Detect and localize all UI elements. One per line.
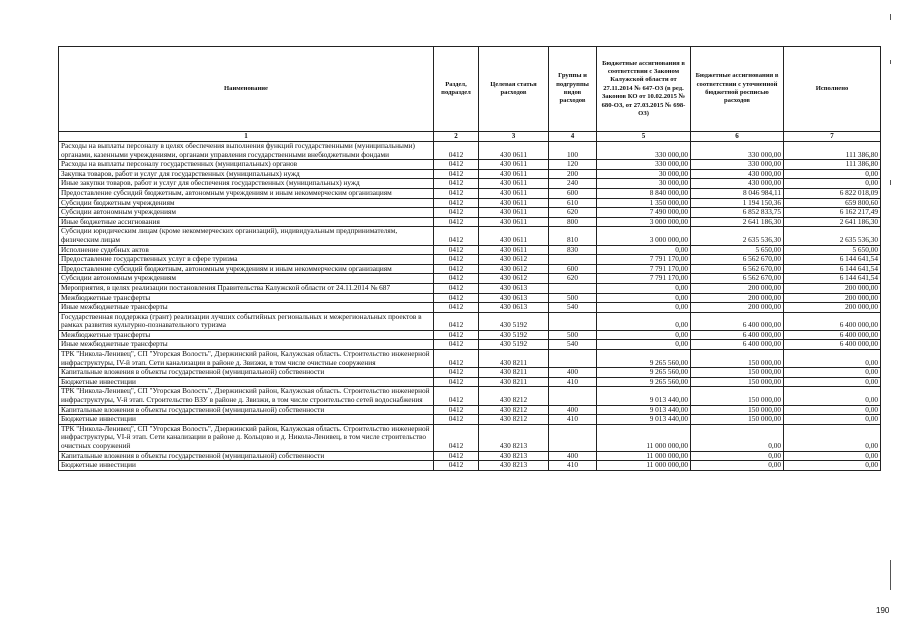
row-executed: 5 650,00 — [784, 245, 881, 255]
row-section: 0412 — [434, 264, 479, 274]
row-name: Межбюджетные трансферты — [59, 293, 434, 303]
row-law-allocation: 0,00 — [597, 330, 691, 340]
row-name: Бюджетные инвестиции — [59, 415, 434, 425]
row-plan-allocation: 330 000,00 — [691, 142, 784, 160]
row-law-allocation: 330 000,00 — [597, 160, 691, 170]
row-group: 100 — [549, 142, 597, 160]
row-plan-allocation: 0,00 — [691, 451, 784, 461]
row-article: 430 8212 — [479, 405, 549, 415]
row-group — [549, 312, 597, 330]
row-group: 540 — [549, 303, 597, 313]
row-section: 0412 — [434, 283, 479, 293]
row-article: 430 0611 — [479, 179, 549, 189]
row-group — [549, 255, 597, 265]
row-executed: 6 400 000,00 — [784, 330, 881, 340]
row-executed: 200 000,00 — [784, 283, 881, 293]
table-header-row — [59, 47, 881, 132]
table-row — [59, 293, 881, 303]
row-name: Субсидии автономным учреждениям — [59, 274, 434, 284]
row-name: Капитальные вложения в объекты государственной (муниципальной) собственности — [59, 405, 434, 415]
row-name: Иные межбюджетные трансферты — [59, 340, 434, 350]
row-group: 800 — [549, 217, 597, 227]
row-group: 410 — [549, 461, 597, 471]
row-article: 430 0611 — [479, 160, 549, 170]
row-name: ТРК "Никола-Ленивец", СП "Угорская Волость", Дзержинский район, Калужская область. Строительство инженерной инфраструктуры, VI-й этап. Сети канализации в районе д. Кольцово и д. Никола-Ленивец, в том числе строительство очистных сооружений — [59, 424, 434, 451]
table-row — [59, 264, 881, 274]
table-row — [59, 283, 881, 293]
row-section: 0412 — [434, 303, 479, 313]
row-article: 430 5192 — [479, 312, 549, 330]
row-plan-allocation: 6 562 670,00 — [691, 255, 784, 265]
row-section: 0412 — [434, 330, 479, 340]
row-law-allocation: 0,00 — [597, 283, 691, 293]
row-name: Субсидии бюджетным учреждениям — [59, 198, 434, 208]
header-executed: Исполнено — [784, 47, 881, 132]
row-group — [549, 387, 597, 405]
table-row — [59, 451, 881, 461]
row-executed: 0,00 — [784, 350, 881, 368]
row-article: 430 8213 — [479, 461, 549, 471]
row-executed: 6 400 000,00 — [784, 312, 881, 330]
row-article: 430 0611 — [479, 142, 549, 160]
row-article: 430 0613 — [479, 293, 549, 303]
row-law-allocation: 9 013 440,00 — [597, 405, 691, 415]
row-group: 600 — [549, 188, 597, 198]
row-plan-allocation: 5 650,00 — [691, 245, 784, 255]
table-row — [59, 303, 881, 313]
row-article: 430 5192 — [479, 330, 549, 340]
row-group: 400 — [549, 451, 597, 461]
table-row — [59, 312, 881, 330]
row-plan-allocation: 1 194 150,36 — [691, 198, 784, 208]
row-name: Закупка товаров, работ и услуг для государственных (муниципальных) нужд — [59, 169, 434, 179]
row-executed: 0,00 — [784, 169, 881, 179]
row-name: Предоставление государственных услуг в сфере туризма — [59, 255, 434, 265]
row-name: Мероприятия, в целях реализации постановления Правительства Калужской области от 24.11.2014 № 687 — [59, 283, 434, 293]
row-executed: 0,00 — [784, 415, 881, 425]
row-group: 810 — [549, 227, 597, 245]
row-plan-allocation: 150 000,00 — [691, 350, 784, 368]
table-row — [59, 217, 881, 227]
row-law-allocation: 0,00 — [597, 303, 691, 313]
row-law-allocation: 7 791 170,00 — [597, 255, 691, 265]
row-law-allocation: 9 265 560,00 — [597, 368, 691, 378]
row-law-allocation: 11 000 000,00 — [597, 424, 691, 451]
row-article: 430 8211 — [479, 350, 549, 368]
row-article: 430 0613 — [479, 283, 549, 293]
row-group — [549, 424, 597, 451]
col-number: 4 — [549, 132, 597, 142]
row-article: 430 0612 — [479, 274, 549, 284]
table-row — [59, 387, 881, 405]
row-plan-allocation: 150 000,00 — [691, 405, 784, 415]
row-article: 430 0611 — [479, 188, 549, 198]
row-group: 620 — [549, 208, 597, 218]
table-row — [59, 227, 881, 245]
document-page — [58, 46, 880, 471]
row-article: 430 0611 — [479, 245, 549, 255]
row-name: Предоставление субсидий бюджетным, автономным учреждениям и иным некоммерческим организациям — [59, 264, 434, 274]
row-law-allocation: 0,00 — [597, 245, 691, 255]
row-group: 120 — [549, 160, 597, 170]
table-row — [59, 274, 881, 284]
table-row — [59, 350, 881, 368]
col-number: 5 — [597, 132, 691, 142]
row-article: 430 0613 — [479, 303, 549, 313]
row-law-allocation: 330 000,00 — [597, 142, 691, 160]
row-article: 430 8211 — [479, 377, 549, 387]
col-number: 6 — [691, 132, 784, 142]
table-row — [59, 340, 881, 350]
row-group: 410 — [549, 377, 597, 387]
row-article: 430 0611 — [479, 217, 549, 227]
scan-edge-mark — [890, 560, 891, 590]
row-group: 610 — [549, 198, 597, 208]
row-section: 0412 — [434, 293, 479, 303]
row-executed: 0,00 — [784, 405, 881, 415]
row-group — [549, 350, 597, 368]
row-plan-allocation: 200 000,00 — [691, 303, 784, 313]
table-row — [59, 198, 881, 208]
row-plan-allocation: 150 000,00 — [691, 368, 784, 378]
row-article: 430 8211 — [479, 368, 549, 378]
row-section: 0412 — [434, 424, 479, 451]
row-executed: 2 635 536,30 — [784, 227, 881, 245]
column-number-row — [59, 132, 881, 142]
table-row — [59, 415, 881, 425]
table-row — [59, 377, 881, 387]
row-law-allocation: 11 000 000,00 — [597, 451, 691, 461]
row-section: 0412 — [434, 160, 479, 170]
row-group: 500 — [549, 330, 597, 340]
row-law-allocation: 8 840 000,00 — [597, 188, 691, 198]
row-executed: 659 800,60 — [784, 198, 881, 208]
row-name: Иные бюджетные ассигнования — [59, 217, 434, 227]
row-group: 620 — [549, 274, 597, 284]
row-group: 400 — [549, 405, 597, 415]
row-article: 430 0612 — [479, 255, 549, 265]
row-executed: 0,00 — [784, 179, 881, 189]
budget-table — [58, 46, 881, 471]
row-name: Предоставление субсидий бюджетным, автономным учреждениям и иным некоммерческим организациям — [59, 188, 434, 198]
header-article: Целевая статья расходов — [479, 47, 549, 132]
row-plan-allocation: 150 000,00 — [691, 377, 784, 387]
row-name: Капитальные вложения в объекты государственной (муниципальной) собственности — [59, 368, 434, 378]
col-number: 7 — [784, 132, 881, 142]
header-law-allocation: Бюджетные ассигнования в соответствии с Законом Калужской области от 27.11.2014 № 647-ОЗ (в ред. Законов КО от 10.02.2015 № 680-ОЗ, от 27.03.2015 № 698-ОЗ) — [597, 47, 691, 132]
table-row — [59, 169, 881, 179]
row-plan-allocation: 2 641 186,30 — [691, 217, 784, 227]
row-group: 830 — [549, 245, 597, 255]
row-section: 0412 — [434, 227, 479, 245]
table-row — [59, 424, 881, 451]
row-executed: 6 822 018,09 — [784, 188, 881, 198]
row-section: 0412 — [434, 377, 479, 387]
row-section: 0412 — [434, 415, 479, 425]
row-article: 430 8212 — [479, 415, 549, 425]
row-executed: 0,00 — [784, 424, 881, 451]
row-law-allocation: 3 000 000,00 — [597, 227, 691, 245]
table-row — [59, 208, 881, 218]
row-name: Исполнение судебных актов — [59, 245, 434, 255]
row-law-allocation: 3 000 000,00 — [597, 217, 691, 227]
row-section: 0412 — [434, 274, 479, 284]
row-article: 430 8213 — [479, 424, 549, 451]
row-law-allocation: 7 490 000,00 — [597, 208, 691, 218]
page-number: 190 — [876, 606, 890, 615]
table-row — [59, 188, 881, 198]
row-plan-allocation: 330 000,00 — [691, 160, 784, 170]
row-section: 0412 — [434, 142, 479, 160]
col-number: 3 — [479, 132, 549, 142]
table-row — [59, 179, 881, 189]
row-group: 200 — [549, 169, 597, 179]
table-row — [59, 160, 881, 170]
row-section: 0412 — [434, 217, 479, 227]
row-section: 0412 — [434, 312, 479, 330]
row-section: 0412 — [434, 245, 479, 255]
row-law-allocation: 7 791 170,00 — [597, 264, 691, 274]
row-law-allocation: 9 265 560,00 — [597, 377, 691, 387]
row-group: 240 — [549, 179, 597, 189]
row-name: Бюджетные инвестиции — [59, 461, 434, 471]
row-group: 540 — [549, 340, 597, 350]
row-name: Государственная поддержка (грант) реализации лучших событийных региональных и межрегиональных проектов в рамках развития культурно-познавательного туризма — [59, 312, 434, 330]
table-row — [59, 142, 881, 160]
row-law-allocation: 0,00 — [597, 312, 691, 330]
row-name: Иные закупки товаров, работ и услуг для обеспечения государственных (муниципальных) нужд — [59, 179, 434, 189]
row-plan-allocation: 6 400 000,00 — [691, 312, 784, 330]
row-article: 430 5192 — [479, 340, 549, 350]
row-executed: 0,00 — [784, 461, 881, 471]
row-section: 0412 — [434, 340, 479, 350]
row-section: 0412 — [434, 255, 479, 265]
header-name: Наименование — [59, 47, 434, 132]
row-section: 0412 — [434, 350, 479, 368]
table-row — [59, 255, 881, 265]
row-executed: 0,00 — [784, 377, 881, 387]
table-row — [59, 245, 881, 255]
row-plan-allocation: 6 400 000,00 — [691, 330, 784, 340]
row-name: Капитальные вложения в объекты государственной (муниципальной) собственности — [59, 451, 434, 461]
row-plan-allocation: 6 852 833,75 — [691, 208, 784, 218]
col-number: 1 — [59, 132, 434, 142]
row-executed: 6 144 641,54 — [784, 274, 881, 284]
row-section: 0412 — [434, 208, 479, 218]
row-plan-allocation: 2 635 536,30 — [691, 227, 784, 245]
row-law-allocation: 11 000 000,00 — [597, 461, 691, 471]
row-section: 0412 — [434, 188, 479, 198]
row-executed: 2 641 186,30 — [784, 217, 881, 227]
header-group: Группы и подгруппы видов расходов — [549, 47, 597, 132]
row-law-allocation: 7 791 170,00 — [597, 274, 691, 284]
row-executed: 6 144 641,54 — [784, 264, 881, 274]
header-plan-allocation: Бюджетные ассигнования в соответствии с уточненной бюджетной росписью расходов — [691, 47, 784, 132]
row-law-allocation: 0,00 — [597, 340, 691, 350]
row-group: 600 — [549, 264, 597, 274]
row-name: Расходы на выплаты персоналу государственных (муниципальных) органов — [59, 160, 434, 170]
row-section: 0412 — [434, 461, 479, 471]
row-name: Межбюджетные трансферты — [59, 330, 434, 340]
row-group: 500 — [549, 293, 597, 303]
table-row — [59, 461, 881, 471]
row-article: 430 8213 — [479, 451, 549, 461]
row-plan-allocation: 430 000,00 — [691, 169, 784, 179]
row-article: 430 0611 — [479, 169, 549, 179]
row-plan-allocation: 6 562 670,00 — [691, 274, 784, 284]
row-group: 400 — [549, 368, 597, 378]
row-article: 430 0611 — [479, 227, 549, 245]
table-row — [59, 330, 881, 340]
row-executed: 6 400 000,00 — [784, 340, 881, 350]
row-plan-allocation: 0,00 — [691, 461, 784, 471]
table-row — [59, 368, 881, 378]
row-article: 430 0612 — [479, 264, 549, 274]
row-executed: 200 000,00 — [784, 303, 881, 313]
row-article: 430 0611 — [479, 198, 549, 208]
row-section: 0412 — [434, 368, 479, 378]
row-plan-allocation: 150 000,00 — [691, 415, 784, 425]
row-name: Субсидии юридическим лицам (кроме некоммерческих организаций), индивидуальным предпринимателям, физическим лицам — [59, 227, 434, 245]
row-plan-allocation: 430 000,00 — [691, 179, 784, 189]
header-section: Раздел, подраздел — [434, 47, 479, 132]
row-section: 0412 — [434, 198, 479, 208]
scan-edge-mark — [890, 60, 891, 64]
row-group: 410 — [549, 415, 597, 425]
row-section: 0412 — [434, 451, 479, 461]
row-executed: 6 144 641,54 — [784, 255, 881, 265]
row-section: 0412 — [434, 169, 479, 179]
row-executed: 111 386,80 — [784, 142, 881, 160]
row-name: ТРК "Никола-Ленивец", СП "Угорская Волость", Дзержинский район, Калужская область. Строительство инженерной инфраструктуры, V-й этап. Строительство ВЗУ в районе д. Звизжи, в том числе строительство сетей водоснабжения — [59, 387, 434, 405]
row-section: 0412 — [434, 179, 479, 189]
row-article: 430 8212 — [479, 387, 549, 405]
row-plan-allocation: 6 400 000,00 — [691, 340, 784, 350]
row-name: Расходы на выплаты персоналу в целях обеспечения выполнения функций государственными (муниципальными) органами, казенными учреждениями, органами управления государственными внебюджетными фондами — [59, 142, 434, 160]
row-law-allocation: 9 013 440,00 — [597, 415, 691, 425]
row-section: 0412 — [434, 405, 479, 415]
col-number: 2 — [434, 132, 479, 142]
row-executed: 200 000,00 — [784, 293, 881, 303]
row-executed: 0,00 — [784, 368, 881, 378]
row-law-allocation: 0,00 — [597, 293, 691, 303]
row-law-allocation: 30 000,00 — [597, 179, 691, 189]
row-executed: 6 162 217,49 — [784, 208, 881, 218]
row-section: 0412 — [434, 387, 479, 405]
scan-edge-mark — [890, 14, 891, 20]
row-plan-allocation: 200 000,00 — [691, 293, 784, 303]
row-plan-allocation: 200 000,00 — [691, 283, 784, 293]
row-executed: 111 386,80 — [784, 160, 881, 170]
row-plan-allocation: 0,00 — [691, 424, 784, 451]
row-group — [549, 283, 597, 293]
row-plan-allocation: 8 046 984,11 — [691, 188, 784, 198]
row-law-allocation: 30 000,00 — [597, 169, 691, 179]
row-law-allocation: 9 013 440,00 — [597, 387, 691, 405]
row-law-allocation: 1 350 000,00 — [597, 198, 691, 208]
row-plan-allocation: 6 562 670,00 — [691, 264, 784, 274]
row-name: Субсидии автономным учреждениям — [59, 208, 434, 218]
row-name: Бюджетные инвестиции — [59, 377, 434, 387]
row-plan-allocation: 150 000,00 — [691, 387, 784, 405]
row-executed: 0,00 — [784, 451, 881, 461]
row-name: Иные межбюджетные трансферты — [59, 303, 434, 313]
row-law-allocation: 9 265 560,00 — [597, 350, 691, 368]
row-name: ТРК "Никола-Ленивец", СП "Угорская Волость", Дзержинский район, Калужская область. Строительство инженерной инфраструктуры, IV-й этап. Сети канализации в районе д. Звизжи, в том числе очистные сооружения — [59, 350, 434, 368]
scan-edge-mark — [890, 180, 891, 185]
row-executed: 0,00 — [784, 387, 881, 405]
table-row — [59, 405, 881, 415]
row-article: 430 0611 — [479, 208, 549, 218]
